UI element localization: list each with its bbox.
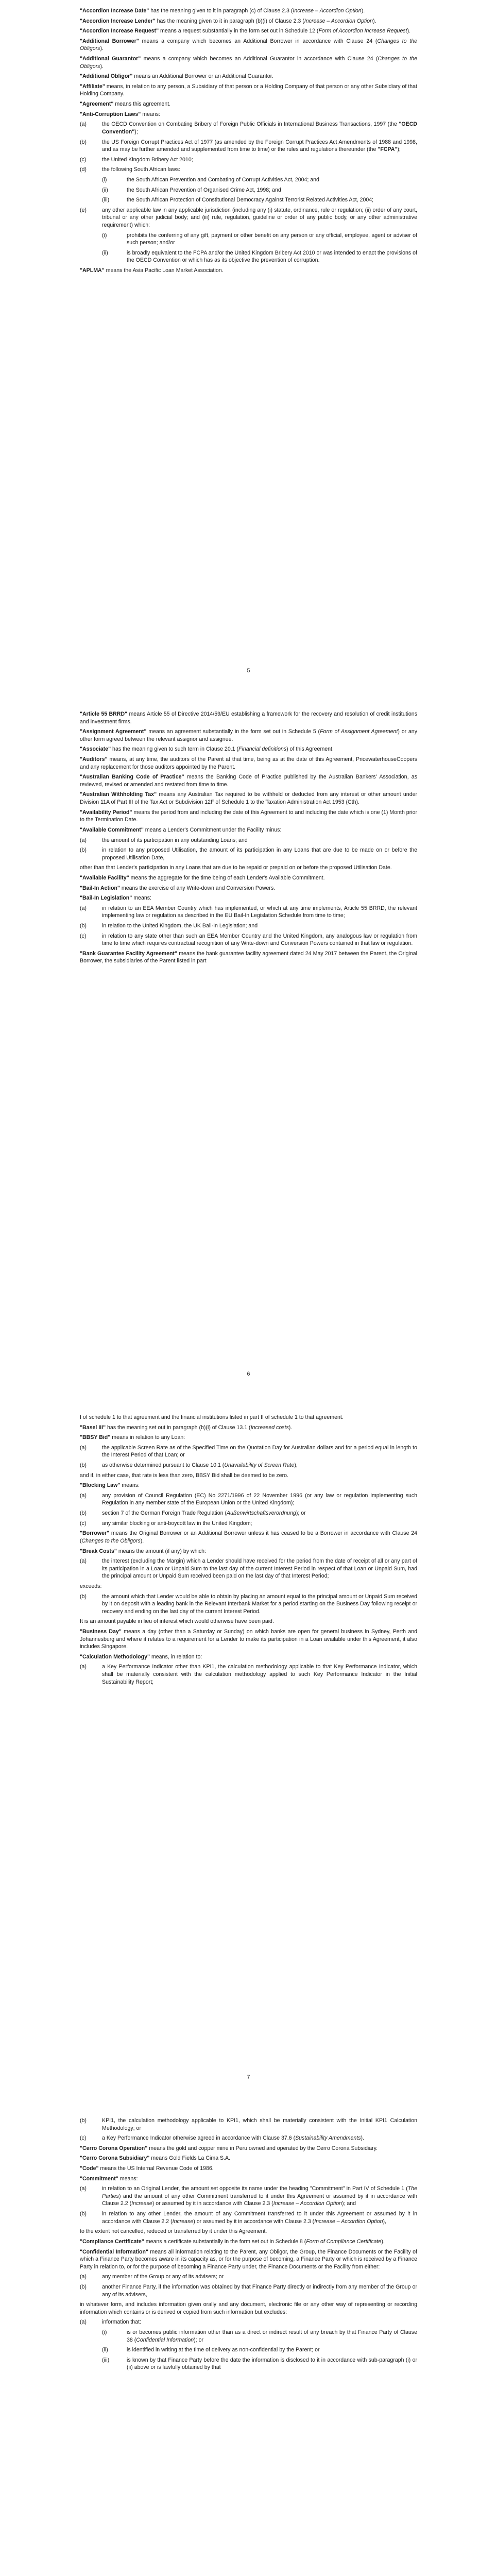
definition-code: "Code" means the US Internal Revenue Code of 1986. [80, 2165, 214, 2172]
list-item: (a) the OECD Convention on Combating Bribery of Foreign Public Officials in International Business Transactions, 1997 (the "OECD Convention"); [80, 121, 417, 135]
paragraph: to the extent not cancelled, reduced or transferred by it under this Agreement. [80, 2228, 267, 2235]
definition-accordion-increase-date: "Accordion Increase Date" has the meaning given to it in paragraph (c) of Clause 2.3 (Increase – Accordion Option). [80, 8, 365, 14]
definition-accordion-increase-lender: "Accordion Increase Lender" has the meaning given to it in paragraph (b)(i) of Clause 2.3 (Increase – Accordion Option). [80, 18, 376, 24]
definition-additional-borrower: "Additional Borrower" means a company which becomes an Additional Borrower in accordance with Clause 24 (Changes to the Obligors). [80, 38, 417, 52]
definition-borrower: "Borrower" means the Original Borrower or an Additional Borrower unless it has ceased to be a Borrower in accordance with Clause 24 (Changes to the Obligors). [80, 1530, 417, 1544]
definition-associate: "Associate" has the meaning given to such term in Clause 20.1 (Financial definitions) of this Agreement. [80, 746, 334, 753]
definition-available-facility: "Available Facility" means the aggregate for the time being of each Lender's Available Commitment. [80, 874, 325, 881]
list-item: (a) the interest (excluding the Margin) which a Lender should have received for the period from the date of receipt of all or any part of its participation in a Loan or Unpaid Sum to the last day of the current Interest Period in respect of that Loan or Unpaid Sum, had the principal amount or Unpaid Sum received been paid on the last day of that Interest Period; [80, 1558, 417, 1580]
definition-bbsy-bid: "BBSY Bid" means in relation to any Loan: [80, 1434, 185, 1441]
definition-assignment-agreement: "Assignment Agreement" means an agreement substantially in the form set out in Schedule 5 (Form of Assignment Agreement) or any other form agreed between the relevant assignor and assignee. [80, 728, 417, 742]
definition-bail-in-legislation: "Bail-In Legislation" means: [80, 895, 151, 902]
list-item: (b) the US Foreign Corrupt Practices Act of 1977 (as amended by the Foreign Corrupt Practices Act Amendments of 1988 and 1998, and as may be further amended and supplemented from time to time) or the rules and regulations thereunder (the "FCPA"); [80, 139, 417, 153]
definition-additional-guarantor: "Additional Guarantor" means a company which becomes an Additional Guarantor in accordance with Clause 24 (Changes to the Obligors). [80, 56, 418, 70]
page-number: 5 [247, 668, 250, 674]
sub-list-item: (iii) is known by that Finance Party before the date the information is disclosed to it in accordance with sub-paragraph (i) or (ii) above or is lawfully obtained by that [102, 2357, 417, 2371]
definition-basel-iii: "Basel III" has the meaning set out in paragraph (b)(i) of Clause 13.1 (Increased costs). [80, 1424, 293, 1431]
list-item: (a) a Key Performance Indicator other than KPI1, the calculation methodology applicable to that Key Performance Indicator, which shall be materially consistent with the calculation methodology applied to such Key Performance Indicator in the Initial Sustainability Report; [80, 1664, 417, 1685]
definition-australian-withholding-tax: "Australian Withholding Tax" means any Australian Tax required to be withheld or deducted from any interest or other amount under Division 11A of Part III of the Tax Act or Subdivision 12F of Schedule 1 to the Taxation Administration Act 1953 (Cth). [80, 791, 418, 806]
paragraph: It is an amount payable in lieu of interest which would otherwise have been paid. [80, 1618, 274, 1625]
list-item: (b) in relation to any other Lender, the amount of any Commitment transferred to it under this Agreement or assumed by it in accordance with Clause 2.2 (Increase) or assumed by it in accordance with Clause 2.3 (Increase – Accordion Option), [80, 2211, 417, 2225]
definition-auditors: "Auditors" means, at any time, the auditors of the Parent at that time, being as at the date of this Agreement, PricewaterhouseCoopers and any replacement for those auditors appointed by the Parent. [80, 756, 417, 770]
sub-list-item: (i) prohibits the conferring of any gift, payment or other benefit on any person or any official, employee, agent or adviser of such person; and/or [102, 232, 417, 246]
list-item: (a) in relation to an EEA Member Country which has implemented, or which at any time implements, Article 55 BRRD, the relevant implementing law or regulation as described in the EU Bail-In Legislation Schedule from time to time; [80, 905, 417, 919]
sub-list-item: (i) the South African Prevention and Combating of Corrupt Activities Act, 2004; and [102, 176, 319, 183]
list-item: (b) the amount which that Lender would be able to obtain by placing an amount equal to the principal amount or Unpaid Sum received by it on deposit with a leading bank in the Relevant Interbank Market for a period starting on the Business Day following receipt or recovery and ending on the last day of the current Interest Period. [80, 1593, 417, 1615]
page-7 [0, 1406, 497, 2110]
list-item: (b) section 7 of the German Foreign Trade Regulation (Außenwirtschaftsverordnung); or [80, 1510, 306, 1517]
definition-affiliate: "Affiliate" means, in relation to any person, a Subsidiary of that person or a Holding Company of that person or any other Subsidiary of that Holding Company. [80, 83, 417, 97]
page-8-content [80, 2117, 417, 2374]
sub-list-item: (iii) the South African Protection of Constitutional Democracy Against Terrorist Related Activities Act, 2004; [102, 197, 374, 204]
definition-agreement: "Agreement" means this agreement. [80, 101, 171, 108]
definition-cerro-corona-subsidiary: "Cerro Corona Subsidiary" means Gold Fields La Cima S.A. [80, 2155, 231, 2162]
list-item: (b) as otherwise determined pursuant to Clause 10.1 (Unavailability of Screen Rate), [80, 1462, 298, 1469]
list-item: (e) any other applicable law in any applicable jurisdiction (including any (i) statute, ordinance, rule or regulation; (ii) order of any court, tribunal or any other judicial body; and (iii) rule, regulation, guideline or order of any public body, or any other administrative requirement) which: [80, 207, 417, 229]
page-5 [0, 0, 497, 703]
list-item: (c) a Key Performance Indicator otherwise agreed in accordance with Clause 37.6 (Sustainability Amendments). [80, 2135, 364, 2142]
definition-confidential-information: "Confidential Information" means all information relating to the Parent, any Obligor, the Group, the Finance Documents or the Facility of which a Finance Party becomes aware in its capacity as, or for the purpose of becoming, a Finance Party or which is received by a Finance Party in relation to, or for the purpose of becoming a Finance Party under, the Finance Documents or the Facility from either: [80, 2248, 417, 2270]
definition-article-55-brrd: "Article 55 BRRD" means Article 55 of Directive 2014/59/EU establishing a framework for the recovery and resolution of credit institutions and investment firms. [80, 711, 417, 725]
definition-availability-period: "Availability Period" means the period from and including the date of this Agreement to and including the date which is one (1) Month prior to the Termination Date. [80, 809, 417, 823]
paragraph: I of schedule 1 to that agreement and the financial institutions listed in part II of schedule 1 to that agreement. [80, 1414, 344, 1420]
list-item: (c) any similar blocking or anti-boycott law in the United Kingdom; [80, 1520, 252, 1527]
page-6 [0, 703, 497, 1406]
list-item: (a) any member of the Group or any of its advisers; or [80, 2274, 224, 2280]
list-item: (b) in relation to any proposed Utilisation, the amount of its participation in any Loans that are due to be made on or before the proposed Utilisation Date, [80, 847, 417, 861]
sub-list-item: (ii) is identified in writing at the time of delivery as non-confidential by the Parent; or [102, 2347, 320, 2353]
definition-anti-corruption-laws: "Anti-Corruption Laws" means: [80, 111, 161, 117]
page-7-content [80, 1414, 417, 1688]
list-item: (b) in relation to the United Kingdom, the UK Bail-In Legislation; and [80, 923, 258, 929]
list-item: (c) in relation to any state other than such an EEA Member Country and the United Kingdom, any analogous law or regulation from time to time which requires contractual recognition of any Write-down and Conversion Powers contained in that law or regulation. [80, 933, 417, 947]
paragraph: and if, in either case, that rate is less than zero, BBSY Bid shall be deemed to be zero. [80, 1472, 288, 1479]
list-item: (a) in relation to an Original Lender, the amount set opposite its name under the heading "Commitment" in Part IV of Schedule 1 (The Parties) and the amount of any other Commitment transferred to it under this Agreement or assumed by it in accordance with Clause 2.2 (Increase) or assumed by it in accordance with Clause 2.3 (Increase – Accordion Option); and [80, 2185, 417, 2207]
definition-blocking-law: "Blocking Law" means: [80, 1482, 140, 1489]
definition-cerro-corona-operation: "Cerro Corona Operation" means the gold and copper mine in Peru owned and operated by the Cerro Corona Subsidiary. [80, 2145, 378, 2151]
page-6-content [80, 710, 417, 968]
sub-list-item: (i) is or becomes public information other than as a direct or indirect result of any breach by that Finance Party of Clause 38 (Confidential Information); or [102, 2329, 417, 2343]
list-item: (a) the applicable Screen Rate as of the Specified Time on the Quotation Day for Australian dollars and for a period equal in length to the Interest Period of that Loan; or [80, 1444, 417, 1459]
definition-australian-banking-code: "Australian Banking Code of Practice" means the Banking Code of Practice published by the Australian Bankers' Association, as reviewed, revised or amended and restated from time to time. [80, 774, 417, 788]
definition-commitment: "Commitment" means: [80, 2175, 138, 2182]
definition-compliance-certificate: "Compliance Certificate" means a certificate substantially in the form set out in Schedule 8 (Form of Compliance Certificate). [80, 2238, 385, 2245]
definition-accordion-increase-request: "Accordion Increase Request" means a request substantially in the form set out in Schedule 12 (Form of Accordion Increase Request). [80, 28, 411, 35]
definition-available-commitment: "Available Commitment" means a Lender's Commitment under the Facility minus: [80, 826, 282, 833]
list-item: (a) the amount of its participation in any outstanding Loans; and [80, 837, 248, 843]
page-5-content [80, 7, 417, 277]
definition-bank-guarantee-facility-agreement: "Bank Guarantee Facility Agreement" means the bank guarantee facility agreement dated 24 May 2017 between the Parent, the Original Borrower, the subsidiaries of the Parent listed in part [80, 950, 417, 964]
definition-calculation-methodology: "Calculation Methodology" means, in relation to: [80, 1653, 202, 1660]
page-number: 6 [247, 1371, 250, 1377]
list-item: (b) another Finance Party, if the information was obtained by that Finance Party directly or indirectly from any member of the Group or any of its advisers, [80, 2283, 417, 2298]
definition-bail-in-action: "Bail-In Action" means the exercise of any Write-down and Conversion Powers. [80, 885, 276, 891]
page-8 [0, 2110, 497, 2576]
paragraph: in whatever form, and includes information given orally and any document, electronic file or any other way of representing or recording information which contains or is derived or copied from such information but excludes: [80, 2301, 417, 2315]
definition-break-costs: "Break Costs" means the amount (if any) by which: [80, 1548, 206, 1554]
list-item: (b) KPI1, the calculation methodology applicable to KPI1, which shall be materially consistent with the Initial KPI1 Calculation Methodology; or [80, 2117, 417, 2131]
definition-business-day: "Business Day" means a day (other than a Saturday or Sunday) on which banks are open for general business in Sydney, Perth and Johannesburg and where it relates to a requirement for a Lender to make its participation in a Loan available under this Agreement, it also includes Singapore. [80, 1629, 417, 1650]
list-item: (d) the following South African laws: [80, 166, 180, 173]
page-number: 7 [247, 2074, 250, 2080]
definition-aplma: "APLMA" means the Asia Pacific Loan Market Association. [80, 267, 224, 274]
sub-list-item: (ii) the South African Prevention of Organised Crime Act, 1998; and [102, 187, 281, 193]
list-item: (c) the United Kingdom Bribery Act 2010; [80, 156, 193, 163]
list-item: (a) information that: [80, 2319, 141, 2326]
paragraph: exceeds: [80, 1583, 102, 1589]
paragraph: other than that Lender's participation in any Loans that are due to be repaid or prepaid on or before the proposed Utilisation Date. [80, 865, 392, 871]
definition-additional-obligor: "Additional Obligor" means an Additional Borrower or an Additional Guarantor. [80, 73, 273, 80]
sub-list-item: (ii) is broadly equivalent to the FCPA and/or the United Kingdom Bribery Act 2010 or was intended to enact the provisions of the OECD Convention or which has as its objective the prevention of corruption. [102, 249, 417, 264]
list-item: (a) any provision of Council Regulation (EC) No 2271/1996 of 22 November 1996 (or any law or regulation implementing such Regulation in any member state of the European Union or the United Kingdom); [80, 1492, 417, 1506]
